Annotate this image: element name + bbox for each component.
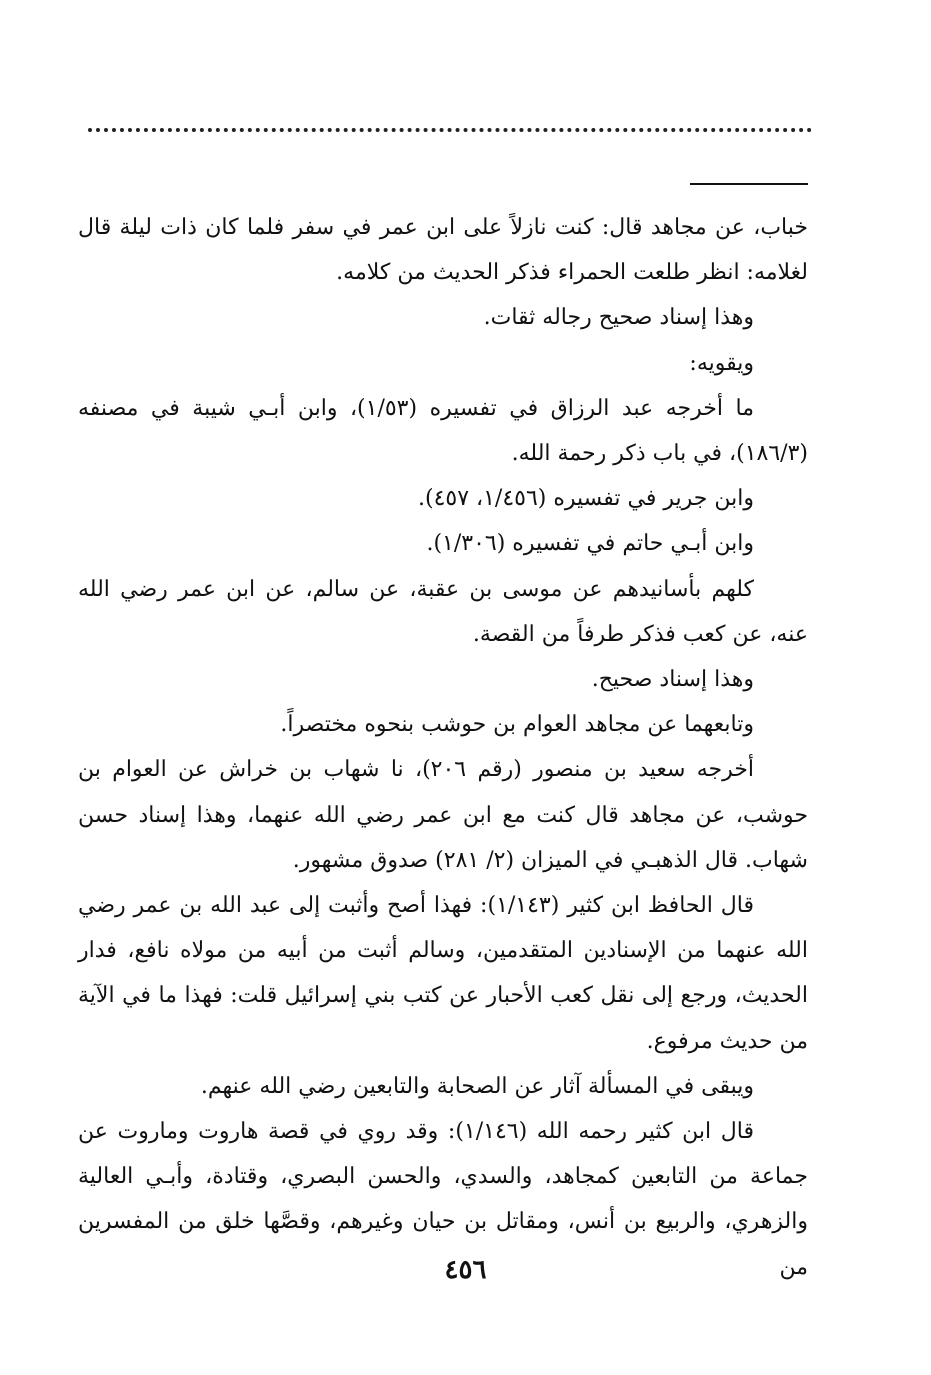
body-text [78,205,808,1290]
paragraph-5: وابن جرير في تفسيره (١/٤٥٦، ٤٥٧). [417,486,754,512]
paragraph-6: وابن أبـي حاتم في تفسيره (١/٣٠٦). [426,531,754,557]
paragraph-7: كلهم بأسانيدهم عن موسى بن عقبة، عن سالم، عن ابن عمر رضي الله عنه، عن كعب فذكر طرفاً من القصة. [78,576,808,647]
dotted-separator [88,128,812,132]
paragraph-9: وتابعهما عن مجاهد العوام بن حوشب بنحوه مختصراً. [280,712,754,738]
paragraph-10: أخرجه سعيد بن منصور (رقم ٢٠٦)، نا شهاب بن خراش عن العوام بن حوشب، عن مجاهد قال كنت مع ابن عمر رضي الله عنهما، وهذا إسناد حسن شهاب. قال الذهبـي في الميزان (٢/ ٢٨١) صدوق مشهور. [78,757,808,873]
footnote-rule [690,183,808,185]
page-number: ٤٥٦ [444,1255,487,1285]
paragraph-8: وهذا إسناد صحيح. [591,667,754,693]
paragraph-4: ما أخرجه عبد الرزاق في تفسيره (١/٥٣)، وابن أبـي شيبة في مصنفه (١٨٦/٣)، في باب ذكر رحمة الله. [78,395,808,467]
paragraph-1: خباب، عن مجاهد قال: كنت نازلاً على ابن عمر في سفر فلما كان ذات ليلة قال لغلامه: انظر طلعت الحمراء فذكر الحديث من كلامه. [78,215,808,286]
paragraph-3: ويقويه: [689,350,754,376]
paragraph-12: ويبقى في المسألة آثار عن الصحابة والتابعين رضي الله عنهم. [200,1073,754,1099]
paragraph-13: قال ابن كثير رحمه الله (١/١٤٦): وقد روي في قصة هاروت وماروت عن جماعة من التابعين كمجاهد، والسدي، والحسن البصري، وقتادة، وأبـي العالية والزهري، والربيع بن أنس، ومقاتل بن حيان وغيرهم، وقصَّها خلق من المفسرين من [78,1119,808,1280]
paragraph-2: وهذا إسناد صحيح رجاله ثقات. [483,305,754,331]
paragraph-11: قال الحافظ ابن كثير (١/١٤٣): فهذا أصح وأثبت إلى عبد الله بن عمر رضي الله عنهما من الإسنادين المتقدمين، وسالم أثبت من أبيه من مولاه نافع، فدار الحديث، ورجع إلى نقل كعب الأحبار عن كتب بني إسرائيل قلت: فهذا ما في الآية من حديث مرفوع. [78,893,808,1054]
